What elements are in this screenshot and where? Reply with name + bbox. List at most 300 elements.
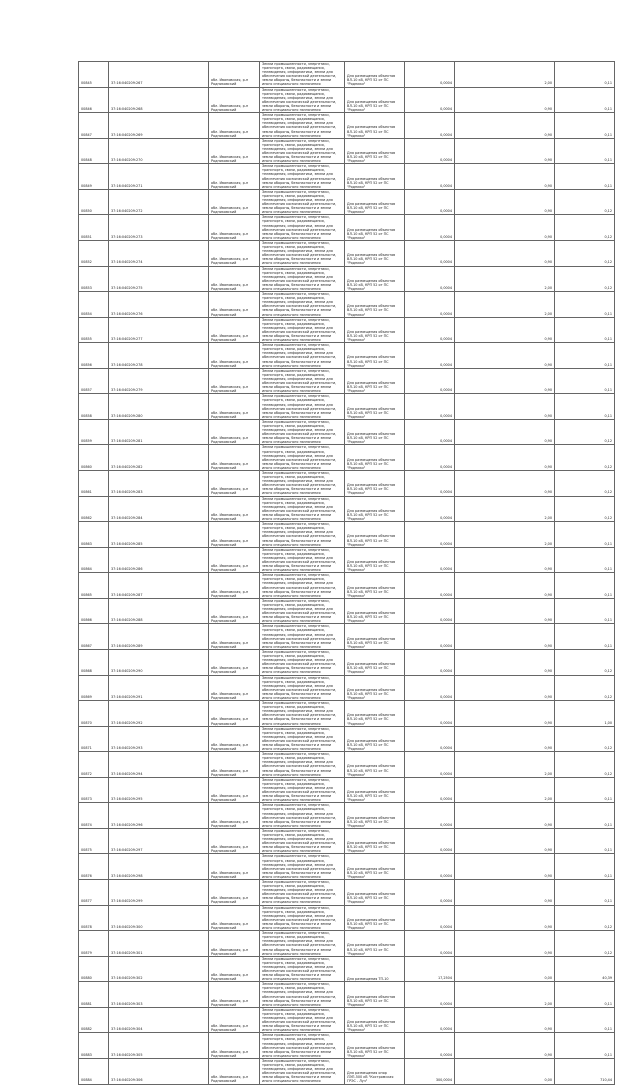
table-row bbox=[79, 164, 615, 190]
cadastral-number: 37:16:040209:278 bbox=[109, 343, 209, 369]
cadastral-number: 37:16:040209:279 bbox=[109, 368, 209, 394]
cadastral-number: 37:16:040209:271 bbox=[109, 164, 209, 190]
table-row bbox=[79, 292, 615, 318]
address: обл. Ивановская, р-н Родниковский bbox=[209, 726, 260, 752]
row-number: 00856 bbox=[79, 343, 109, 369]
area-value: 0,0004 bbox=[405, 598, 455, 624]
cost-value: 0,11 bbox=[555, 854, 615, 880]
row-number: 00851 bbox=[79, 215, 109, 241]
land-category: Земли промышленности, энергетики, транспорта, связи, радиовещания, телевидения, информатики, земли для обеспечения космической деятельности, земли обороны, безопасности и земли иного специального назначения bbox=[260, 803, 345, 829]
area-value: 0,0004 bbox=[405, 471, 455, 497]
price-value: 2,00 bbox=[455, 982, 555, 1008]
price-value: 2,00 bbox=[455, 752, 555, 778]
cadastral-number: 37:16:040209:277 bbox=[109, 317, 209, 343]
cost-value: 0,12 bbox=[555, 752, 615, 778]
land-category: Земли промышленности, энергетики, транспорта, связи, радиовещания, телевидения, информатики, земли для обеспечения космической деятельности, земли обороны, безопасности и земли иного специального назначения bbox=[260, 726, 345, 752]
table-row bbox=[79, 931, 615, 957]
land-category: Земли промышленности, энергетики, транспорта, связи, радиовещания, телевидения, информатики, земли для обеспечения космической деятельности, земли обороны, безопасности и земли иного специального назначения bbox=[260, 496, 345, 522]
area-value: 0,0004 bbox=[405, 496, 455, 522]
price-value: 2,00 bbox=[455, 522, 555, 548]
address: обл. Ивановская, р-н Родниковский bbox=[209, 982, 260, 1008]
cost-value: 0,11 bbox=[555, 1033, 615, 1059]
land-category: Земли промышленности, энергетики, транспорта, связи, радиовещания, телевидения, информатики, земли для обеспечения космической деятельности, земли обороны, безопасности и земли иного специального назначения bbox=[260, 368, 345, 394]
land-category: Земли промышленности, энергетики, транспорта, связи, радиовещания, телевидения, информатики, земли для обеспечения космической деятельности, земли обороны, безопасности и земли иного специального назначения bbox=[260, 215, 345, 241]
permitted-use: Для размещения объектов ВЛ-10 кВ, КРП 52 от ПС "Родники" bbox=[345, 215, 405, 241]
table-row bbox=[79, 496, 615, 522]
area-value: 0,0004 bbox=[405, 573, 455, 599]
land-category: Земли промышленности, энергетики, транспорта, связи, радиовещания, телевидения, информатики, земли для обеспечения космической деятельности, земли обороны, безопасности и земли иного специального назначения bbox=[260, 62, 345, 88]
address: обл. Ивановская, р-н Родниковский bbox=[209, 368, 260, 394]
price-value: 0,90 bbox=[455, 675, 555, 701]
permitted-use: Для размещения объектов ВЛ-10 кВ, КРП 52 от ПС "Родники" bbox=[345, 1007, 405, 1033]
address: обл. Ивановская, р-н Родниковский bbox=[209, 215, 260, 241]
land-category: Земли промышленности, энергетики, транспорта, связи, радиовещания, телевидения, информатики, земли для обеспечения космической деятельности, земли обороны, безопасности и земли иного специального назначения bbox=[260, 547, 345, 573]
cadastral-number: 37:16:040209:269 bbox=[109, 113, 209, 139]
permitted-use: Для размещения объектов ВЛ-10 кВ, КРП 52 от ПС "Родники" bbox=[345, 726, 405, 752]
price-value: 2,00 bbox=[455, 777, 555, 803]
price-value: 0,90 bbox=[455, 573, 555, 599]
cadastral-number: 37:16:040209:272 bbox=[109, 189, 209, 215]
land-category: Земли промышленности, энергетики, транспорта, связи, радиовещания, телевидения, информатики, земли для обеспечения космической деятельности, земли обороны, безопасности и земли иного специального назначения bbox=[260, 240, 345, 266]
price-value: 0,90 bbox=[455, 113, 555, 139]
cost-value: 0,11 bbox=[555, 368, 615, 394]
land-category: Земли промышленности, энергетики, транспорта, связи, радиовещания, телевидения, информатики, земли для обеспечения космической деятельности, земли обороны, безопасности и земли иного специального назначения bbox=[260, 624, 345, 650]
area-value: 300,0004 bbox=[405, 1058, 455, 1084]
land-category: Земли промышленности, энергетики, транспорта, связи, радиовещания, телевидения, информатики, земли для обеспечения космической деятельности, земли обороны, безопасности и земли иного специального назначения bbox=[260, 982, 345, 1008]
address: обл. Ивановская, р-н Родниковский bbox=[209, 138, 260, 164]
table-row bbox=[79, 394, 615, 420]
land-category: Земли промышленности, энергетики, транспорта, связи, радиовещания, телевидения, информатики, земли для обеспечения космической деятельности, земли обороны, безопасности и земли иного специального назначения bbox=[260, 649, 345, 675]
cost-value: 0,11 bbox=[555, 87, 615, 113]
cadastral-number: 37:16:040209:301 bbox=[109, 931, 209, 957]
cost-value: 0,11 bbox=[555, 62, 615, 88]
cost-value: 0,11 bbox=[555, 598, 615, 624]
row-number: 00863 bbox=[79, 522, 109, 548]
row-number: 00876 bbox=[79, 854, 109, 880]
cadastral-number: 37:16:040209:292 bbox=[109, 701, 209, 727]
cost-value: 0,12 bbox=[555, 675, 615, 701]
cost-value: 0,12 bbox=[555, 471, 615, 497]
table-row bbox=[79, 726, 615, 752]
address: обл. Ивановская, р-н Родниковский bbox=[209, 675, 260, 701]
land-category: Земли промышленности, энергетики, транспорта, связи, радиовещания, телевидения, информатики, земли для обеспечения космической деятельности, земли обороны, безопасности и земли иного специального назначения bbox=[260, 138, 345, 164]
permitted-use: Для размещения объектов ВЛ-10 кВ, КРП 52 от ПС "Родники" bbox=[345, 164, 405, 190]
row-number: 00858 bbox=[79, 394, 109, 420]
row-number: 00864 bbox=[79, 547, 109, 573]
cost-value: 0,12 bbox=[555, 649, 615, 675]
price-value: 0,00 bbox=[455, 1058, 555, 1084]
permitted-use: Для размещения объектов ВЛ-10 кВ, КРП 52 от ПС "Родники" bbox=[345, 931, 405, 957]
land-category: Земли промышленности, энергетики, транспорта, связи, радиовещания, телевидения, информатики, земли для обеспечения космической деятельности, земли обороны, безопасности и земли иного специального назначения bbox=[260, 1007, 345, 1033]
cadastral-table bbox=[78, 61, 615, 1085]
cost-value: 0,12 bbox=[555, 931, 615, 957]
cadastral-number: 37:16:040209:286 bbox=[109, 547, 209, 573]
land-category: Земли промышленности, энергетики, транспорта, связи, радиовещания, телевидения, информатики, земли для обеспечения космической деятельности, земли обороны, безопасности и земли иного специального назначения bbox=[260, 905, 345, 931]
cadastral-number: 37:16:040209:282 bbox=[109, 445, 209, 471]
table-row bbox=[79, 266, 615, 292]
price-value: 0,00 bbox=[455, 956, 555, 982]
table-row bbox=[79, 471, 615, 497]
permitted-use: Для размещения объектов ВЛ-10 кВ, КРП 52 от ПС "Родники" bbox=[345, 649, 405, 675]
row-number: 00883 bbox=[79, 1033, 109, 1059]
land-category: Земли промышленности, энергетики, транспорта, связи, радиовещания, телевидения, информатики, земли для обеспечения космической деятельности, земли обороны, безопасности и земли иного специального назначения bbox=[260, 113, 345, 139]
area-value: 0,0004 bbox=[405, 649, 455, 675]
table-row bbox=[79, 649, 615, 675]
area-value: 0,0004 bbox=[405, 445, 455, 471]
table-row bbox=[79, 803, 615, 829]
area-value: 0,0004 bbox=[405, 1007, 455, 1033]
address: обл. Ивановская, р-н Родниковский bbox=[209, 419, 260, 445]
cadastral-number: 37:16:040209:274 bbox=[109, 240, 209, 266]
cadastral-number: 37:16:040209:289 bbox=[109, 624, 209, 650]
row-number: 00872 bbox=[79, 752, 109, 778]
table-row bbox=[79, 701, 615, 727]
row-number: 00874 bbox=[79, 803, 109, 829]
permitted-use: Для размещения объектов ВЛ-10 кВ, КРП 52 от ПС "Родники" bbox=[345, 905, 405, 931]
area-value: 0,0004 bbox=[405, 982, 455, 1008]
table-row bbox=[79, 1058, 615, 1084]
row-number: 00882 bbox=[79, 1007, 109, 1033]
area-value: 0,0004 bbox=[405, 675, 455, 701]
cost-value: 0,12 bbox=[555, 496, 615, 522]
address: обл. Ивановская, р-н Родниковский bbox=[209, 292, 260, 318]
price-value: 0,90 bbox=[455, 317, 555, 343]
row-number: 00847 bbox=[79, 113, 109, 139]
price-value: 0,90 bbox=[455, 87, 555, 113]
permitted-use: Для размещения объектов ВЛ-10 кВ, КРП 52 от ПС "Родники" bbox=[345, 496, 405, 522]
area-value: 0,0004 bbox=[405, 854, 455, 880]
area-value: 0,0004 bbox=[405, 880, 455, 906]
row-number: 00877 bbox=[79, 880, 109, 906]
permitted-use: Для размещения объектов ВЛ-10 кВ, КРП 52 от ПС "Родники" bbox=[345, 419, 405, 445]
area-value: 0,0004 bbox=[405, 317, 455, 343]
permitted-use: Для размещения объектов ВЛ-10 кВ, КРП 52 от ПС "Родники" bbox=[345, 752, 405, 778]
land-category: Земли промышленности, энергетики, транспорта, связи, радиовещания, телевидения, информатики, земли для обеспечения космической деятельности, земли обороны, безопасности и земли иного специального назначения bbox=[260, 956, 345, 982]
cost-value: 0,11 bbox=[555, 982, 615, 1008]
cost-value: 0,11 bbox=[555, 547, 615, 573]
land-category: Земли промышленности, энергетики, транспорта, связи, радиовещания, телевидения, информатики, земли для обеспечения космической деятельности, земли обороны, безопасности и земли иного специального назначения bbox=[260, 854, 345, 880]
cadastral-number: 37:16:040209:291 bbox=[109, 675, 209, 701]
address: обл. Ивановская, р-н Родниковский bbox=[209, 803, 260, 829]
row-number: 00862 bbox=[79, 496, 109, 522]
table-row bbox=[79, 880, 615, 906]
address: обл. Ивановская, р-н Родниковский bbox=[209, 573, 260, 599]
area-value: 0,0004 bbox=[405, 189, 455, 215]
row-number: 00873 bbox=[79, 777, 109, 803]
land-category: Земли промышленности, энергетики, транспорта, связи, радиовещания, телевидения, информатики, земли для обеспечения космической деятельности, земли обороны, безопасности и земли иного специального назначения bbox=[260, 573, 345, 599]
row-number: 00860 bbox=[79, 445, 109, 471]
row-number: 00869 bbox=[79, 675, 109, 701]
cost-value: 0,11 bbox=[555, 317, 615, 343]
table-row bbox=[79, 113, 615, 139]
area-value: 0,0004 bbox=[405, 368, 455, 394]
cadastral-number: 37:16:040209:305 bbox=[109, 1033, 209, 1059]
cadastral-number: 37:16:040209:270 bbox=[109, 138, 209, 164]
cost-value: 0,12 bbox=[555, 419, 615, 445]
table-row bbox=[79, 956, 615, 982]
cadastral-number: 37:16:040209:280 bbox=[109, 394, 209, 420]
cadastral-number: 37:16:040209:290 bbox=[109, 649, 209, 675]
cadastral-number: 37:16:040209:267 bbox=[109, 62, 209, 88]
row-number: 00854 bbox=[79, 292, 109, 318]
row-number: 00875 bbox=[79, 828, 109, 854]
cost-value: 710,44 bbox=[555, 1058, 615, 1084]
cadastral-number: 37:16:040209:306 bbox=[109, 1058, 209, 1084]
permitted-use: Для размещения объектов ВЛ-10 кВ, КРП 52 от ПС "Родники" bbox=[345, 317, 405, 343]
cadastral-number: 37:16:040209:296 bbox=[109, 803, 209, 829]
area-value: 0,0004 bbox=[405, 419, 455, 445]
area-value: 0,0004 bbox=[405, 394, 455, 420]
price-value: 2,00 bbox=[455, 292, 555, 318]
table-row bbox=[79, 982, 615, 1008]
address: обл. Ивановская, р-н Родниковский bbox=[209, 956, 260, 982]
cadastral-number: 37:16:040209:294 bbox=[109, 752, 209, 778]
price-value: 2,00 bbox=[455, 496, 555, 522]
cost-value: 0,11 bbox=[555, 292, 615, 318]
price-value: 0,90 bbox=[455, 215, 555, 241]
address: обл. Ивановская, р-н Родниковский bbox=[209, 854, 260, 880]
permitted-use: Для размещения объектов ВЛ-10 кВ, КРП 52 от ПС "Родники" bbox=[345, 547, 405, 573]
cadastral-number: 37:16:040209:293 bbox=[109, 726, 209, 752]
address: обл. Ивановская, р-н Родниковский bbox=[209, 649, 260, 675]
address: обл. Ивановская, р-н Родниковский bbox=[209, 496, 260, 522]
permitted-use: Для размещения объектов ВЛ-10 кВ, КРП 52 от ПС "Родники" bbox=[345, 624, 405, 650]
row-number: 00853 bbox=[79, 266, 109, 292]
permitted-use: Для размещения объектов ВЛ-10 кВ, КРП 52 от ПС "Родники" bbox=[345, 675, 405, 701]
address: обл. Ивановская, р-н Родниковский bbox=[209, 777, 260, 803]
land-category: Земли промышленности, энергетики, транспорта, связи, радиовещания, телевидения, информатики, земли для обеспечения космической деятельности, земли обороны, безопасности и земли иного специального назначения bbox=[260, 266, 345, 292]
row-number: 00870 bbox=[79, 701, 109, 727]
table-row bbox=[79, 1033, 615, 1059]
price-value: 0,90 bbox=[455, 905, 555, 931]
cost-value: 0,11 bbox=[555, 394, 615, 420]
address: обл. Ивановская, р-н Родниковский bbox=[209, 317, 260, 343]
area-value: 0,0004 bbox=[405, 87, 455, 113]
permitted-use: Для размещения объектов ВЛ-10 кВ, КРП 52 от ПС "Родники" bbox=[345, 445, 405, 471]
cadastral-number: 37:16:040209:298 bbox=[109, 854, 209, 880]
cost-value: 0,12 bbox=[555, 726, 615, 752]
cadastral-number: 37:16:040209:287 bbox=[109, 573, 209, 599]
permitted-use: Для размещения опор ЛЭП-500 кВ "Костромская ГРЭС - Луч" bbox=[345, 1058, 405, 1084]
price-value: 0,90 bbox=[455, 880, 555, 906]
permitted-use: Для размещения объектов ВЛ-10 кВ, КРП 52 от ПС "Родники" bbox=[345, 292, 405, 318]
row-number: 00879 bbox=[79, 931, 109, 957]
land-category: Земли промышленности, энергетики, транспорта, связи, радиовещания, телевидения, информатики, земли для обеспечения космической деятельности, земли обороны, безопасности и земли иного специального назначения bbox=[260, 828, 345, 854]
area-value: 0,0004 bbox=[405, 905, 455, 931]
permitted-use: Для размещения объектов ВЛ-10 кВ, КРП 52 от ПС "Родники" bbox=[345, 803, 405, 829]
address: обл. Ивановская, р-н Родниковский bbox=[209, 598, 260, 624]
row-number: 00880 bbox=[79, 956, 109, 982]
cadastral-number: 37:16:040209:284 bbox=[109, 496, 209, 522]
cost-value: 0,11 bbox=[555, 343, 615, 369]
area-value: 0,0004 bbox=[405, 522, 455, 548]
price-value: 0,90 bbox=[455, 343, 555, 369]
row-number: 00845 bbox=[79, 62, 109, 88]
address: обл. Ивановская, р-н Родниковский bbox=[209, 87, 260, 113]
permitted-use: Для размещения объектов ВЛ-10 кВ, КРП 52 от ПС "Родники" bbox=[345, 87, 405, 113]
address: обл. Ивановская, р-н Родниковский bbox=[209, 752, 260, 778]
area-value: 0,0004 bbox=[405, 701, 455, 727]
row-number: 00881 bbox=[79, 982, 109, 1008]
row-number: 00846 bbox=[79, 87, 109, 113]
permitted-use: Для размещения объектов ВЛ-10 кВ, КРП 52 от ПС "Родники" bbox=[345, 62, 405, 88]
land-category: Земли промышленности, энергетики, транспорта, связи, радиовещания, телевидения, информатики, земли для обеспечения космической деятельности, земли обороны, безопасности и земли иного специального назначения bbox=[260, 880, 345, 906]
address: обл. Ивановская, р-н Родниковский bbox=[209, 240, 260, 266]
area-value: 0,0004 bbox=[405, 240, 455, 266]
permitted-use: Для размещения объектов ВЛ-10 кВ, КРП 52 от ПС "Родники" bbox=[345, 522, 405, 548]
land-category: Земли промышленности, энергетики, транспорта, связи, радиовещания, телевидения, информатики, земли для обеспечения космической деятельности, земли обороны, безопасности и земли иного специального назначения bbox=[260, 164, 345, 190]
cadastral-number: 37:16:040209:268 bbox=[109, 87, 209, 113]
price-value: 0,90 bbox=[455, 1007, 555, 1033]
row-number: 00884 bbox=[79, 1058, 109, 1084]
price-value: 0,90 bbox=[455, 164, 555, 190]
permitted-use: Для размещения объектов ВЛ-10 кВ, КРП 52 от ПС "Родники" bbox=[345, 343, 405, 369]
price-value: 0,90 bbox=[455, 803, 555, 829]
cost-value: 0,12 bbox=[555, 445, 615, 471]
table-row bbox=[79, 368, 615, 394]
address: обл. Ивановская, р-н Родниковский bbox=[209, 828, 260, 854]
cost-value: 0,11 bbox=[555, 777, 615, 803]
cost-value: 0,11 bbox=[555, 880, 615, 906]
cadastral-number: 37:16:040209:299 bbox=[109, 880, 209, 906]
permitted-use: Для размещения объектов ВЛ-10 кВ, КРП 52 от ПС "Родники" bbox=[345, 701, 405, 727]
cost-value: 40,39 bbox=[555, 956, 615, 982]
address: обл. Ивановская, р-н Родниковский bbox=[209, 394, 260, 420]
row-number: 00850 bbox=[79, 189, 109, 215]
address: обл. Ивановская, р-н Родниковский bbox=[209, 547, 260, 573]
cost-value: 0,11 bbox=[555, 522, 615, 548]
area-value: 0,0004 bbox=[405, 343, 455, 369]
permitted-use: Для размещения объектов ВЛ-10 кВ, КРП 52 от ПС "Родники" bbox=[345, 394, 405, 420]
address: обл. Ивановская, р-н Родниковский bbox=[209, 62, 260, 88]
cost-value: 0,12 bbox=[555, 189, 615, 215]
address: обл. Ивановская, р-н Родниковский bbox=[209, 1058, 260, 1084]
cadastral-number: 37:16:040209:288 bbox=[109, 598, 209, 624]
cadastral-number: 37:16:040209:273 bbox=[109, 215, 209, 241]
cadastral-number: 37:16:040209:295 bbox=[109, 777, 209, 803]
permitted-use: Для размещения объектов ВЛ-10 кВ, КРП 52 от ПС "Родники" bbox=[345, 854, 405, 880]
area-value: 0,0004 bbox=[405, 828, 455, 854]
permitted-use: Для размещения объектов ВЛ-10 кВ, КРП 52 от ПС "Родники" bbox=[345, 880, 405, 906]
address: обл. Ивановская, р-н Родниковский bbox=[209, 522, 260, 548]
land-category: Земли промышленности, энергетики, транспорта, связи, радиовещания, телевидения, информатики, земли для обеспечения космической деятельности, земли обороны, безопасности и земли иного специального назначения bbox=[260, 317, 345, 343]
price-value: 0,90 bbox=[455, 828, 555, 854]
cost-value: 0,12 bbox=[555, 215, 615, 241]
permitted-use: Для размещения объектов ВЛ-10 кВ, КРП 52 от ПС "Родники" bbox=[345, 266, 405, 292]
cost-value: 0,11 bbox=[555, 113, 615, 139]
cost-value: 0,12 bbox=[555, 905, 615, 931]
table-row bbox=[79, 343, 615, 369]
cadastral-number: 37:16:040209:304 bbox=[109, 1007, 209, 1033]
area-value: 17,2504 bbox=[405, 956, 455, 982]
permitted-use: Для размещения объектов ВЛ-10 кВ, КРП 52 от ПС "Родники" bbox=[345, 240, 405, 266]
cadastral-number: 37:16:040209:276 bbox=[109, 292, 209, 318]
area-value: 0,0004 bbox=[405, 803, 455, 829]
row-number: 00855 bbox=[79, 317, 109, 343]
land-category: Земли промышленности, энергетики, транспорта, связи, радиовещания, телевидения, информатики, земли для обеспечения космической деятельности, земли обороны, безопасности и земли иного специального назначения bbox=[260, 394, 345, 420]
area-value: 0,0004 bbox=[405, 62, 455, 88]
land-category: Земли промышленности, энергетики, транспорта, связи, радиовещания, телевидения, информатики, земли для обеспечения космической деятельности, земли обороны, безопасности и земли иного специального назначения bbox=[260, 471, 345, 497]
area-value: 0,0004 bbox=[405, 624, 455, 650]
price-value: 0,90 bbox=[455, 240, 555, 266]
land-category: Земли промышленности, энергетики, транспорта, связи, радиовещания, телевидения, информатики, земли для обеспечения космической деятельности, земли обороны, безопасности и земли иного специального назначения bbox=[260, 87, 345, 113]
price-value: 2,00 bbox=[455, 266, 555, 292]
area-value: 0,0004 bbox=[405, 266, 455, 292]
cadastral-number: 37:16:040209:297 bbox=[109, 828, 209, 854]
table-row bbox=[79, 317, 615, 343]
permitted-use: Для размещения объектов ВЛ-10 кВ, КРП 52 от ПС "Родники" bbox=[345, 573, 405, 599]
price-value: 0,90 bbox=[455, 854, 555, 880]
address: обл. Ивановская, р-н Родниковский bbox=[209, 905, 260, 931]
area-value: 0,0004 bbox=[405, 215, 455, 241]
table-row bbox=[79, 215, 615, 241]
area-value: 0,0004 bbox=[405, 138, 455, 164]
cost-value: 1,00 bbox=[555, 701, 615, 727]
area-value: 0,0004 bbox=[405, 931, 455, 957]
permitted-use: Для размещения объектов ВЛ-10 кВ, КРП 52 от ПС "Родники" bbox=[345, 113, 405, 139]
address: обл. Ивановская, р-н Родниковский bbox=[209, 445, 260, 471]
price-value: 0,90 bbox=[455, 189, 555, 215]
price-value: 0,90 bbox=[455, 649, 555, 675]
permitted-use: Для размещения объектов ВЛ-10 кВ, КРП 52 от ПС "Родники" bbox=[345, 471, 405, 497]
land-category: Земли промышленности, энергетики, транспорта, связи, радиовещания, телевидения, информатики, земли для обеспечения космической деятельности, земли обороны, безопасности и земли иного специального назначения bbox=[260, 419, 345, 445]
permitted-use: Для размещения объектов ВЛ-10 кВ, КРП 52 от ПС "Родники" bbox=[345, 982, 405, 1008]
address: обл. Ивановская, р-н Родниковский bbox=[209, 164, 260, 190]
price-value: 2,00 bbox=[455, 62, 555, 88]
table-row bbox=[79, 828, 615, 854]
land-category: Земли промышленности, энергетики, транспорта, связи, радиовещания, телевидения, информатики, земли для обеспечения космической деятельности, земли обороны, безопасности и земли иного специального назначения bbox=[260, 752, 345, 778]
area-value: 0,0004 bbox=[405, 777, 455, 803]
row-number: 00852 bbox=[79, 240, 109, 266]
table-row bbox=[79, 777, 615, 803]
row-number: 00861 bbox=[79, 471, 109, 497]
land-category: Земли промышленности, энергетики, транспорта, связи, радиовещания, телевидения, информатики, земли для обеспечения космической деятельности, земли обороны, безопасности и земли иного специального назначения bbox=[260, 445, 345, 471]
table-row bbox=[79, 905, 615, 931]
land-category: Земли промышленности, энергетики, транспорта, связи, радиовещания, телевидения, информатики, земли для обеспечения космической деятельности, земли обороны, безопасности и земли иного специального назначения bbox=[260, 701, 345, 727]
row-number: 00866 bbox=[79, 598, 109, 624]
table-row bbox=[79, 752, 615, 778]
land-category: Земли промышленности, энергетики, транспорта, связи, радиовещания, телевидения, информатики, земли для обеспечения космической деятельности, земли обороны, безопасности и земли иного специального назначения bbox=[260, 598, 345, 624]
cadastral-number: 37:16:040209:283 bbox=[109, 471, 209, 497]
row-number: 00859 bbox=[79, 419, 109, 445]
address: обл. Ивановская, р-н Родниковский bbox=[209, 471, 260, 497]
land-category: Земли промышленности, энергетики, транспорта, связи, радиовещания, телевидения, информатики, земли для обеспечения космической деятельности, земли обороны, безопасности и земли иного специального назначения bbox=[260, 522, 345, 548]
cost-value: 0,11 bbox=[555, 828, 615, 854]
area-value: 0,0004 bbox=[405, 1033, 455, 1059]
address: обл. Ивановская, р-н Родниковский bbox=[209, 701, 260, 727]
cost-value: 0,11 bbox=[555, 624, 615, 650]
land-category: Земли промышленности, энергетики, транспорта, связи, радиовещания, телевидения, информатики, земли для обеспечения космической деятельности, земли обороны, безопасности и земли иного специального назначения bbox=[260, 931, 345, 957]
price-value: 0,90 bbox=[455, 598, 555, 624]
row-number: 00848 bbox=[79, 138, 109, 164]
row-number: 00871 bbox=[79, 726, 109, 752]
price-value: 0,90 bbox=[455, 624, 555, 650]
price-value: 0,90 bbox=[455, 445, 555, 471]
permitted-use: Для размещения объектов ВЛ-10 кВ, КРП 52 от ПС "Родники" bbox=[345, 189, 405, 215]
permitted-use: Для размещения объектов ВЛ-10 кВ, КРП 52 от ПС "Родники" bbox=[345, 368, 405, 394]
area-value: 0,0004 bbox=[405, 547, 455, 573]
land-category: Земли промышленности, энергетики, транспорта, связи, радиовещания, телевидения, информатики, земли для обеспечения космической деятельности, земли обороны, безопасности и земли иного специального назначения bbox=[260, 1058, 345, 1084]
permitted-use: Для размещения объектов ВЛ-10 кВ, КРП 52 от ПС "Родники" bbox=[345, 598, 405, 624]
row-number: 00865 bbox=[79, 573, 109, 599]
address: обл. Ивановская, р-н Родниковский bbox=[209, 1007, 260, 1033]
cadastral-number: 37:16:040209:285 bbox=[109, 522, 209, 548]
cost-value: 0,11 bbox=[555, 1007, 615, 1033]
price-value: 0,90 bbox=[455, 138, 555, 164]
cadastral-number: 37:16:040209:281 bbox=[109, 419, 209, 445]
area-value: 0,0004 bbox=[405, 726, 455, 752]
area-value: 0,0004 bbox=[405, 164, 455, 190]
